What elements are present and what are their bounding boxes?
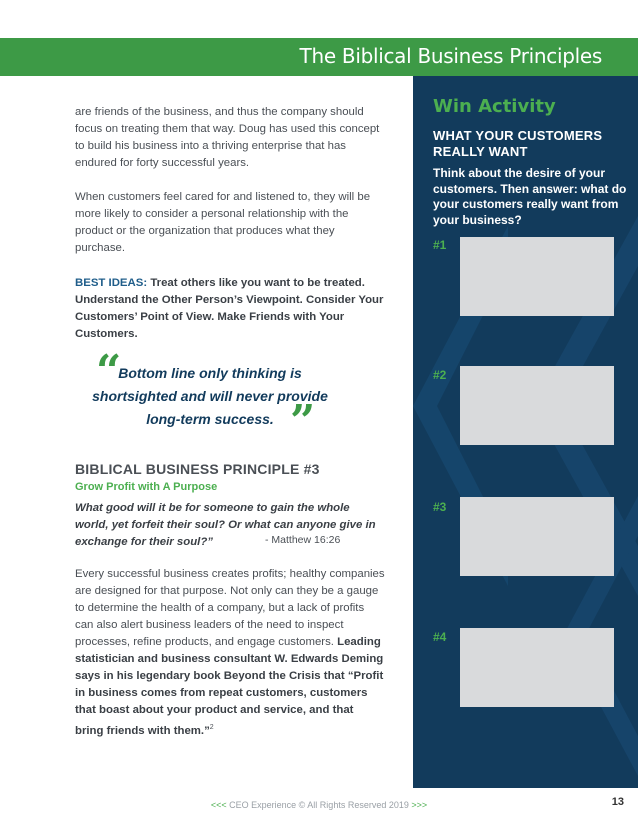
body-paragraph-3 bbox=[75, 566, 385, 740]
answer-box-3[interactable] bbox=[460, 497, 614, 576]
answer-box-4[interactable] bbox=[460, 628, 614, 707]
principle-subtitle: Grow Profit with A Purpose bbox=[75, 481, 218, 493]
footer-copyright: CEO Experience © All Rights Reserved 2019 bbox=[229, 800, 409, 810]
page-title: The Biblical Business Principles bbox=[299, 44, 602, 68]
open-quote-icon: “ bbox=[96, 346, 122, 397]
answer-box-2[interactable] bbox=[460, 366, 614, 445]
slot-label-2: #2 bbox=[433, 368, 447, 382]
best-ideas-label: BEST IDEAS: bbox=[75, 277, 148, 289]
footer bbox=[0, 800, 638, 810]
win-activity-prompt: Think about the desire of your customers. Then answer: what do your customers really want from your business? bbox=[433, 166, 627, 227]
slot-label-4: #4 bbox=[433, 630, 447, 644]
footer-right-arrows: >>> bbox=[411, 800, 428, 810]
page-number: 13 bbox=[611, 796, 624, 808]
scripture-verse: What good will it be for someone to gain the whole world, yet forfeit their soul? Or what can anyone give in exchange for their soul?” bbox=[75, 502, 376, 548]
body-paragraph-3-text: Every successful business creates profits; healthy companies are designed for that purpose. Not only can they be a gauge to determine the health of a company, but a lack of profits can also alert business leaders of the need to inspect processes, refine products, and engage customers. bbox=[75, 568, 385, 648]
deming-quote: Leading statistician and business consultant W. Edwards Deming says in his legendary book Beyond the Crisis that “Profit in business comes from repeat customers, customers that boast about your product and service, and that bring friends with them.” bbox=[75, 636, 384, 737]
principle-title: BIBLICAL BUSINESS PRINCIPLE #3 bbox=[75, 461, 320, 477]
body-paragraph-1: are friends of the business, and thus the company should focus on treating them that way. Doug has used this concept to build his business into a thriving enterprise that has endured for forty successful years. bbox=[75, 106, 380, 169]
answer-box-1[interactable] bbox=[460, 237, 614, 316]
slot-label-1: #1 bbox=[433, 238, 447, 252]
close-quote-icon: ” bbox=[290, 396, 316, 447]
slot-label-3: #3 bbox=[433, 500, 447, 514]
best-ideas bbox=[75, 275, 385, 343]
footer-left-arrows: <<< bbox=[210, 800, 227, 810]
body-paragraph-2: When customers feel cared for and listened to, they will be more likely to consider a personal relationship with the product or the organization that produces what they purchase. bbox=[75, 191, 371, 254]
win-activity-title: Win Activity bbox=[433, 96, 556, 117]
best-ideas-text: Treat others like you want to be treated. Understand the Other Person’s Viewpoint. Consider Your Customers’ Point of View. Make Friends with Your Customers. bbox=[75, 277, 384, 340]
win-activity-heading: WHAT YOUR CUSTOMERS REALLY WANT bbox=[433, 128, 603, 159]
pull-quote: Bottom line only thinking is shortsighted and will never provide long-term success. bbox=[92, 365, 328, 427]
footnote-marker: 2 bbox=[209, 724, 214, 731]
scripture-reference: - Matthew 16:26 bbox=[265, 534, 341, 546]
win-activity-panel bbox=[413, 76, 638, 788]
